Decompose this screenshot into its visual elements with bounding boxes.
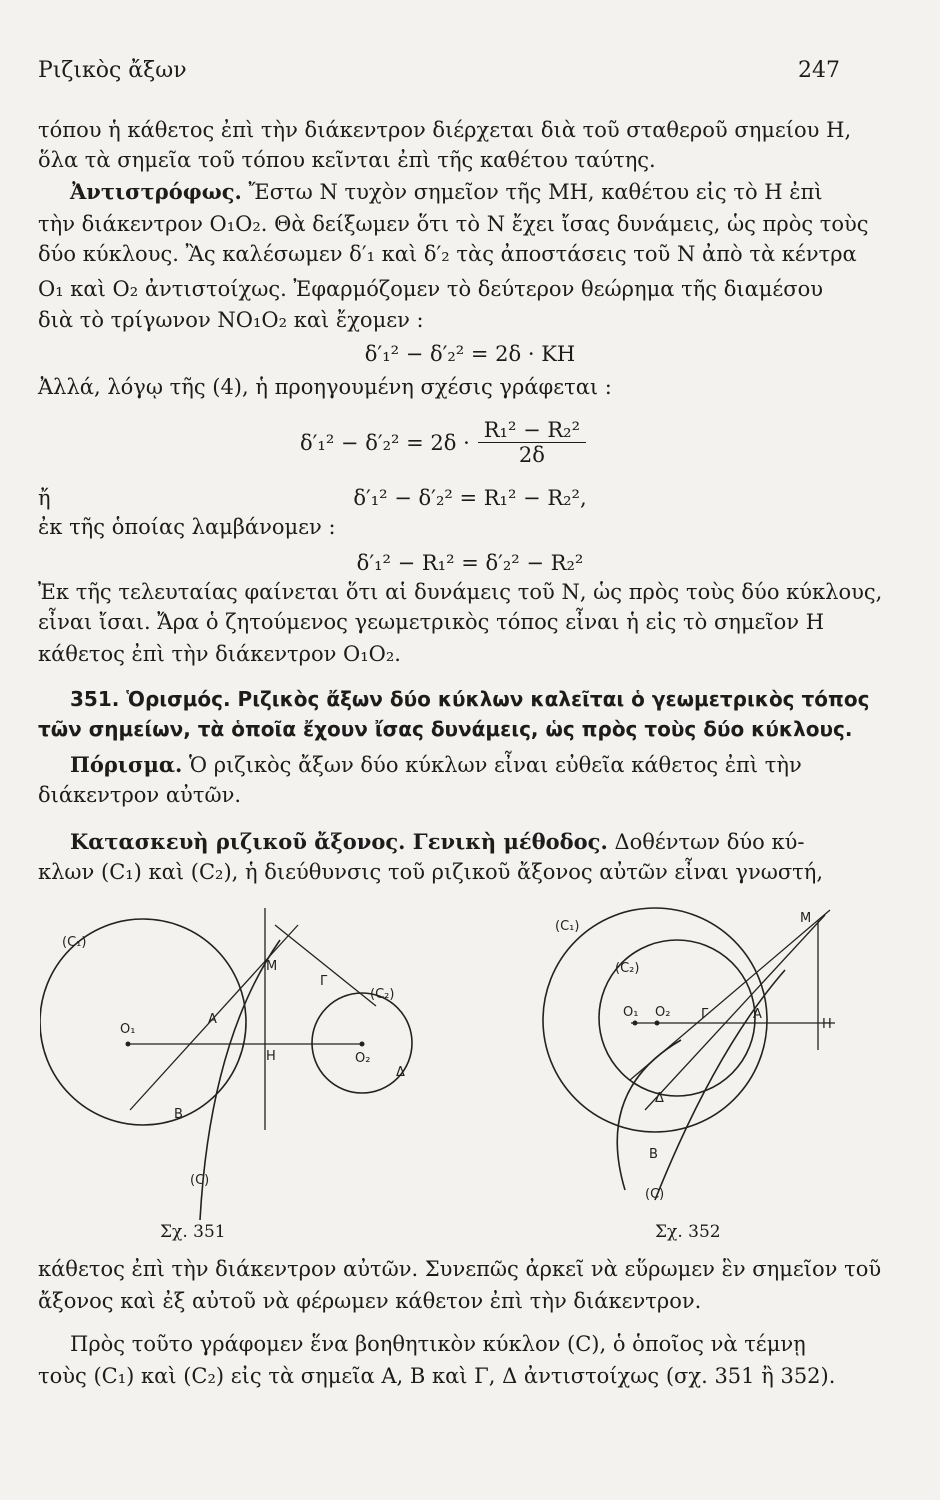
running-title: Ριζικὸς ἄξων xyxy=(38,58,187,83)
text-span: Ὁ ριζικὸς ἄξων δύο κύκλων εἶναι εὐθεῖα κάθετος ἐπὶ τὴν xyxy=(182,753,802,777)
text-line: διὰ τὸ τρίγωνον ΝΟ₁Ο₂ καὶ ἔχομεν : xyxy=(38,308,424,332)
label-c: (C) xyxy=(645,1187,665,1202)
label-c1: (C₁) xyxy=(62,935,87,950)
circle-c-arc xyxy=(200,940,280,1220)
text-line: τὴν διάκεντρον Ο₁Ο₂. Θὰ δείξωμεν ὅτι τὸ Ν ἔχει ἴσας δυνάμεις, ὡς πρὸς τοὺς xyxy=(38,212,869,236)
point-o1 xyxy=(126,1042,131,1047)
formula-left: δ′₁² − δ′₂² = 2δ · xyxy=(300,430,470,455)
figure-352 xyxy=(535,900,855,1220)
label-o1: O₁ xyxy=(623,1005,639,1020)
method-label: Κατασκευὴ ριζικοῦ ἄξονος. Γενικὴ μέθοδος. xyxy=(70,829,608,854)
text-line: δύο κύκλους. Ἂς καλέσωμεν δ′₁ καὶ δ′₂ τὰς ἀποστάσεις τοῦ Ν ἀπὸ τὰ κέντρα xyxy=(38,242,857,266)
label-o2: O₂ xyxy=(655,1005,671,1020)
text-line: κάθετος ἐπὶ τὴν διάκεντρον Ο₁Ο₂. xyxy=(38,642,401,666)
label-a: A xyxy=(753,1007,762,1022)
section-label: Ἀντιστρόφως. xyxy=(70,179,242,204)
figure-351 xyxy=(40,900,470,1230)
point-o2 xyxy=(655,1021,660,1026)
formula: δ′₁² − δ′₂² = 2δ · ΚΗ xyxy=(364,342,576,366)
figure-352-caption: Σχ. 352 xyxy=(655,1222,721,1242)
definition-heading: 351. Ὁρισμός. Ριζικὸς ἄξων δύο κύκλων καλεῖται ὁ γεωμετρικὸς τόπος xyxy=(70,687,870,711)
text-line: ἤ xyxy=(38,486,51,510)
fraction-numerator: R₁² − R₂² xyxy=(478,418,586,443)
label-h: H xyxy=(822,1017,832,1032)
text-line: κάθετος ἐπὶ τὴν διάκεντρον αὐτῶν. Συνεπῶς ἀρκεῖ νὰ εὕρωμεν ἓν σημεῖον τοῦ xyxy=(38,1257,882,1281)
line-gd xyxy=(275,925,376,1006)
label-c: (C) xyxy=(190,1173,210,1188)
text-line: τοὺς (C₁) καὶ (C₂) εἰς τὰ σημεῖα Α, Β καὶ Γ, Δ ἀντιστοίχως (σχ. 351 ἢ 352). xyxy=(38,1364,836,1388)
text-line: ἐκ τῆς ὁποίας λαμβάνομεν : xyxy=(38,515,336,539)
fraction-formula xyxy=(300,418,586,467)
text-line: ἄξονος καὶ ἐξ αὐτοῦ νὰ φέρωμεν κάθετον ἐπὶ τὴν διάκεντρον. xyxy=(38,1289,702,1313)
text-line: διάκεντρον αὐτῶν. xyxy=(38,783,242,807)
line-ab xyxy=(630,910,830,1080)
page-number: 247 xyxy=(798,58,840,83)
point-o1 xyxy=(633,1021,638,1026)
text-line xyxy=(70,828,870,856)
label-a: A xyxy=(208,1012,217,1027)
fraction xyxy=(478,418,586,467)
label-b: B xyxy=(174,1107,183,1122)
text-line: ὅλα τὰ σημεῖα τοῦ τόπου κεῖνται ἐπὶ τῆς καθέτου ταύτης. xyxy=(38,148,656,172)
formula: δ′₁² − R₁² = δ′₂² − R₂² xyxy=(356,551,584,575)
text-line: Πρὸς τοῦτο γράφομεν ἕνα βοηθητικὸν κύκλον (C), ὁ ὁποῖος νὰ τέμνῃ xyxy=(70,1332,806,1356)
label-c1: (C₁) xyxy=(555,919,580,934)
text-span: Δοθέντων δύο κύ- xyxy=(607,830,805,854)
text-line: εἶναι ἴσαι. Ἄρα ὁ ζητούμενος γεωμετρικὸς τόπος εἶναι ἡ εἰς τὸ σημεῖον Η xyxy=(38,610,825,634)
label-d: Δ xyxy=(396,1065,405,1080)
text-line: Ο₁ καὶ Ο₂ ἀντιστοίχως. Ἐφαρμόζομεν τὸ δεύτερον θεώρημα τῆς διαμέσου xyxy=(38,277,824,301)
point-o2 xyxy=(360,1042,365,1047)
text-line: Ἐκ τῆς τελευταίας φαίνεται ὅτι αἱ δυνάμεις τοῦ Ν, ὡς πρὸς τοὺς δύο κύκλους, xyxy=(38,580,883,604)
label-c2: (C₂) xyxy=(615,961,640,976)
label-g: Γ xyxy=(701,1007,709,1022)
text-line: τόπου ἡ κάθετος ἐπὶ τὴν διάκεντρον διέρχεται διὰ τοῦ σταθεροῦ σημείου Η, xyxy=(38,118,852,142)
label-d: Δ xyxy=(655,1091,664,1106)
fraction-denominator: 2δ xyxy=(518,443,545,467)
definition-text: τῶν σημείων, τὰ ὁποῖα ἔχουν ἴσας δυνάμεις, ὡς πρὸς τοὺς δύο κύκλους. xyxy=(38,717,853,741)
label-o2: O₂ xyxy=(355,1051,371,1066)
text-line: Ἀλλά, λόγῳ τῆς (4), ἡ προηγουμένη σχέσις γράφεται : xyxy=(38,375,612,399)
label-m: M xyxy=(800,911,812,926)
label-g: Γ xyxy=(320,974,328,989)
label-c2: (C₂) xyxy=(370,987,395,1002)
circle-c-arc xyxy=(617,1040,681,1190)
label-o1: O₁ xyxy=(120,1022,136,1037)
text-span: Ἔστω Ν τυχὸν σημεῖον τῆς ΜΗ, καθέτου εἰς τὸ Η ἐπὶ xyxy=(241,180,823,204)
text-line xyxy=(70,751,870,779)
label-b: B xyxy=(649,1147,658,1162)
line-gd xyxy=(645,915,825,1110)
text-line: κλων (C₁) καὶ (C₂), ἡ διεύθυνσις τοῦ ριζικοῦ ἄξονος αὐτῶν εἶναι γνωστή, xyxy=(38,860,824,884)
label-m: M xyxy=(266,959,278,974)
figure-351-caption: Σχ. 351 xyxy=(160,1222,226,1242)
text-line xyxy=(70,178,870,206)
formula: δ′₁² − δ′₂² = R₁² − R₂², xyxy=(353,486,587,510)
label-h: H xyxy=(266,1049,276,1064)
corollary-label: Πόρισμα. xyxy=(70,752,183,777)
